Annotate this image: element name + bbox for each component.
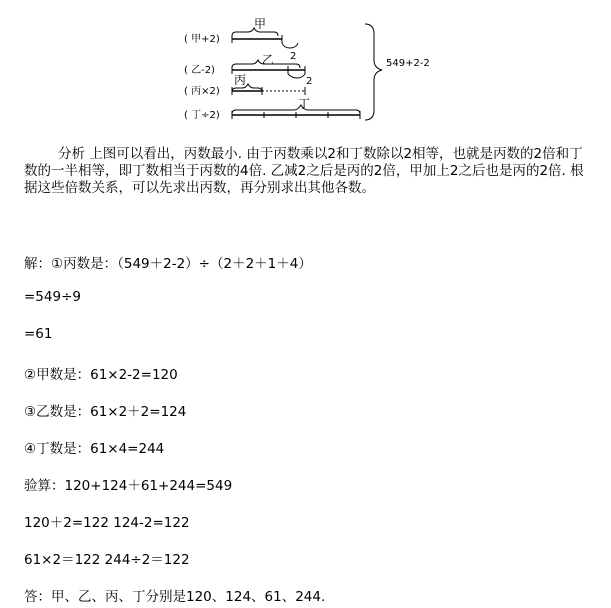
label-bing: 丙 [234, 73, 247, 87]
verification-line-2: 120＋2=122 124-2=122 [24, 515, 190, 531]
line-segment-diagram [170, 12, 470, 128]
verification-line: 验算：120+124＋61+244=549 [24, 478, 233, 494]
label-two-a: 2 [290, 51, 297, 62]
label-two-b: 2 [306, 76, 313, 87]
brace-jia [232, 28, 278, 36]
total-brace [365, 24, 382, 120]
solution-line-6: ④丁数是：61×4=244 [24, 441, 165, 457]
verification-line-3: 61×2＝122 244÷2＝122 [24, 552, 190, 568]
answer-line: 答：甲、乙、丙、丁分别是120、124、61、244. [24, 589, 326, 605]
brace-plus2 [282, 43, 298, 48]
label-yi: 乙 [262, 53, 275, 67]
label-jia-top: 甲 [254, 17, 267, 31]
analysis-text: 分析 上图可以看出，丙数最小. 由于丙数乘以2和丁数除以2相等，也就是丙数的2倍和丁数的一半相等，即丁数相当于丙数的4倍. 乙减2之后是丙的2倍，甲加上2之后也是丙的2倍. 根据这些倍数关系，可以先求出丙数，再分别求出其他各数。 [24, 146, 584, 196]
solution-line-5: ③乙数是：61×2＋2=124 [24, 404, 187, 420]
brace-minus2 [288, 74, 305, 78]
row-label-ding: ( 丁÷2) [184, 110, 220, 121]
solution-line-3: =61 [24, 326, 53, 342]
solution-line-1: 解：①丙数是：（549＋2-2）÷（2＋2＋1＋4） [24, 256, 312, 272]
solution-line-2: =549÷9 [24, 289, 81, 305]
label-ding: 丁 [298, 97, 311, 111]
diagram-svg [170, 12, 470, 128]
solution-line-4: ②甲数是：61×2-2=120 [24, 367, 178, 383]
row-label-jia: ( 甲+2) [184, 34, 220, 45]
analysis-paragraph [24, 146, 589, 197]
total-label: 549+2-2 [386, 58, 430, 69]
row-label-yi: ( 乙-2) [184, 65, 215, 76]
row-label-bing: ( 丙×2) [184, 86, 220, 97]
